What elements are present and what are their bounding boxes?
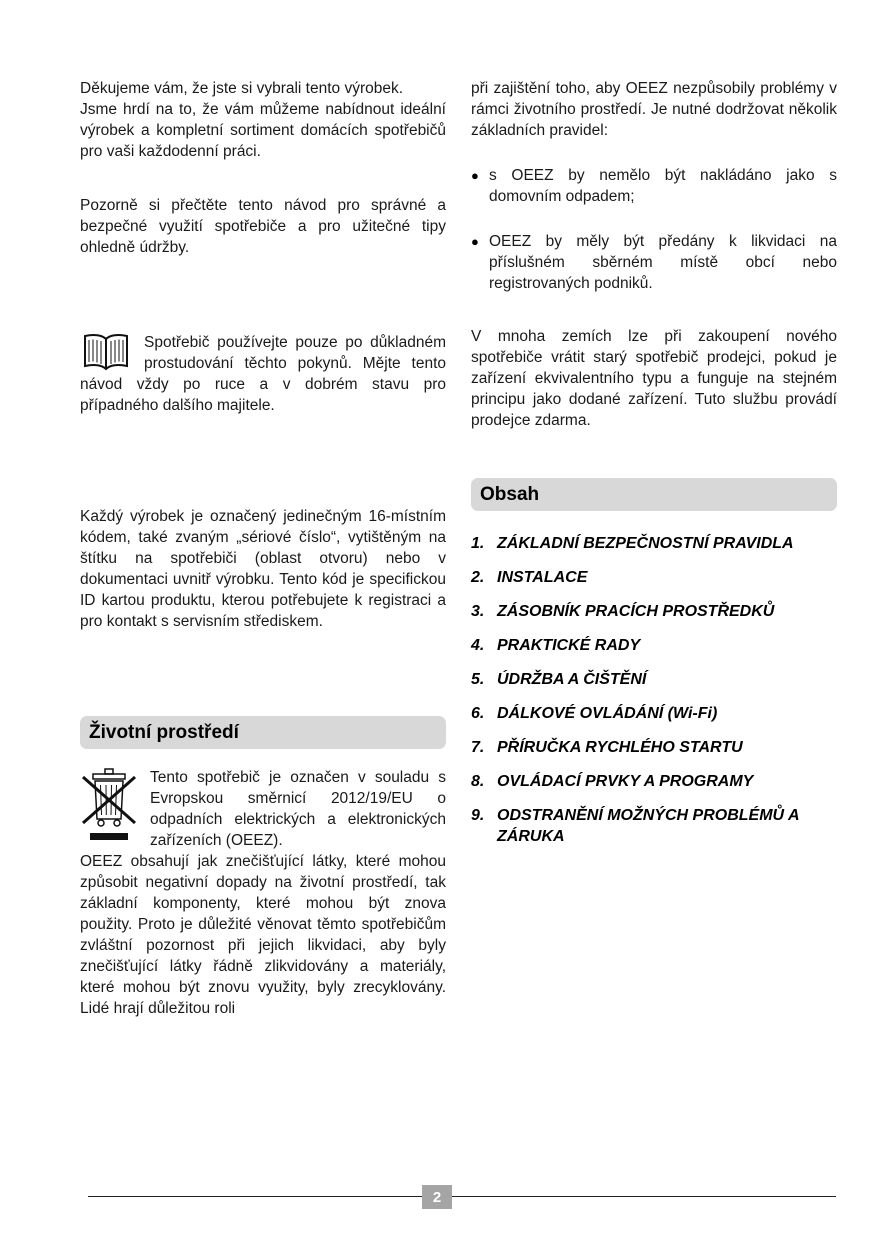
- toc-item-label: INSTALACE: [497, 569, 588, 586]
- footer-rule: [88, 1196, 836, 1197]
- toc-item-number: 8.: [471, 773, 485, 790]
- toc-item: [471, 635, 837, 656]
- section-contents-heading: [471, 478, 837, 511]
- toc-item-number: 7.: [471, 739, 485, 756]
- toc-item-label: PRAKTICKÉ RADY: [497, 637, 641, 654]
- weee-rule-item: [471, 231, 837, 294]
- toc-item-label: DÁLKOVÉ OVLÁDÁNÍ (Wi-Fi): [497, 705, 718, 722]
- toc-item-label: OVLÁDACÍ PRVKY A PROGRAMY: [497, 773, 754, 790]
- book-note-text: Spotřebič používejte pouze po důkladném prostudování těchto pokynů. Mějte tento návod vždy po ruce a v dobrém stavu pro případného dalšího majitele.: [80, 334, 446, 414]
- weee-rules-intro: při zajištění toho, aby OEEZ nezpůsobily problémy v rámci životního prostředí. Je nutné dodržovat několik základních pravidel:: [471, 80, 837, 139]
- book-note: [80, 332, 446, 416]
- toc-item-number: 2.: [471, 569, 485, 586]
- toc-item: [471, 567, 837, 588]
- weee-rule-text: OEEZ by měly být předány k likvidaci na příslušném sběrném místě obcí nebo registrovaných podniků.: [489, 233, 837, 292]
- read-manual-paragraph: Pozorně si přečtěte tento návod pro správné a bezpečné využití spotřebiče a pro užitečné tipy ohledně údržby.: [80, 197, 446, 256]
- toc-item-label: ODSTRANĚNÍ MOŽNÝCH PROBLÉMŮ A ZÁRUKA: [497, 807, 799, 845]
- page-number: 2: [422, 1185, 452, 1209]
- weee-rule-item: [471, 165, 837, 207]
- right-column: [471, 78, 837, 1019]
- toc-item-label: PŘÍRUČKA RYCHLÉHO STARTU: [497, 739, 743, 756]
- open-book-icon: [80, 332, 132, 374]
- toc-item: [471, 533, 837, 554]
- toc-item-number: 6.: [471, 705, 485, 722]
- serial-number-paragraph: Každý výrobek je označený jedinečným 16-místním kódem, také zvaným „sériové číslo“, vytištěným na štítku na spotřebiči (oblast otvoru) nebo v dokumentaci uvnitř výrobku. Tento kód je specifickou ID kartou produktu, kterou potřebujete k registraci a pro kontakt s servisním střediskem.: [80, 508, 446, 630]
- weee-directive-text: Tento spotřebič je označen v souladu s Evropskou směrnicí 2012/19/EU o odpadních elektrických a elektronických zařízeních (OEEZ).: [150, 769, 446, 849]
- toc-item-number: 1.: [471, 535, 485, 552]
- toc-item-number: 4.: [471, 637, 485, 654]
- page-footer: [0, 1185, 874, 1225]
- toc-item-label: ZÁSOBNÍK PRACÍCH PROSTŘEDKŮ: [497, 603, 775, 620]
- toc-item-number: 9.: [471, 807, 485, 824]
- toc-item: [471, 669, 837, 690]
- toc-item: [471, 601, 837, 622]
- toc-item: [471, 703, 837, 724]
- weee-crossed-bin-icon: [80, 767, 138, 845]
- table-of-contents: [471, 533, 837, 847]
- environment-heading-text: Životní prostředí: [89, 722, 239, 743]
- toc-item: [471, 805, 837, 847]
- weee-rule-text: s OEEZ by nemělo být nakládáno jako s domovním odpadem;: [489, 167, 837, 205]
- bullet-icon: ●: [471, 168, 479, 183]
- toc-item-number: 5.: [471, 671, 485, 688]
- section-environment-heading: [80, 716, 446, 749]
- trade-in-paragraph: V mnoha zemích lze při zakoupení nového spotřebiče vrátit starý spotřebič prodejci, pokud je zařízení ekvivalentního typu a funguje na stejném principu jako dodané zařízení. Tuto službu provádí prodejce zdarma.: [471, 328, 837, 429]
- toc-item: [471, 771, 837, 792]
- left-column: [80, 78, 446, 1019]
- contents-heading-text: Obsah: [480, 484, 540, 505]
- toc-item-number: 3.: [471, 603, 485, 620]
- intro-paragraph-1: Děkujeme vám, že jste si vybrali tento výrobek.: [80, 80, 404, 97]
- toc-item: [471, 737, 837, 758]
- weee-note: [80, 767, 446, 1019]
- toc-item-label: ZÁKLADNÍ BEZPEČNOSTNÍ PRAVIDLA: [497, 535, 794, 552]
- weee-detail-text: OEEZ obsahují jak znečišťující látky, které mohou způsobit negativní dopady na životní prostředí, tak základní komponenty, které mohou být znova použity. Proto je důležité věnovat těmto spotřebičům zvláštní pozornost při jejich likvidaci, aby byly znečišťující látky řádně zlikvidovány a materiály, které mohou být znovu využity, byly zrecyklovány. Lidé hrají důležitou roli: [80, 853, 446, 1017]
- intro-paragraph-2: Jsme hrdí na to, že vám můžeme nabídnout ideální výrobek a kompletní sortiment domácích spotřebičů pro vaši každodenní práci.: [80, 101, 446, 160]
- bullet-icon: ●: [471, 234, 479, 249]
- toc-item-label: ÚDRŽBA A ČIŠTĚNÍ: [497, 671, 647, 688]
